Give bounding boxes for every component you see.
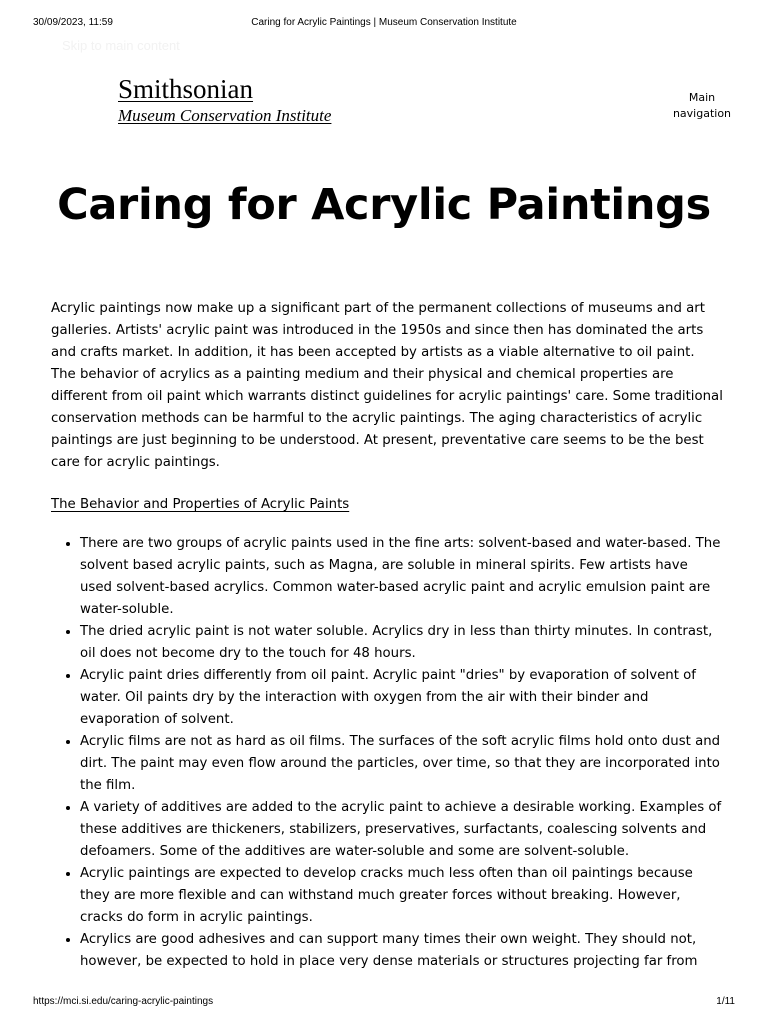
list-item: • Acrylic paint dries differently from oil paint. Acrylic paint "dries" by evaporation of solvent of water. Oil paints dry by the interaction with oxygen from the air with their binder and evaporation of solvent. [80, 665, 723, 731]
intro-paragraph: Acrylic paintings now make up a significant part of the permanent collections of museums and art galleries. Artists' acrylic paint was introduced in the 1950s and since then has dominated the arts and crafts market. In addition, it has been accepted by artists as a viable alternative to oil paint. The behavior of acrylics as a painting medium and their physical and chemical properties are different from oil paint which warrants distinct guidelines for acrylic paintings' care. Some traditional conservation methods can be harmful to the acrylic paintings. The aging characteristics of acrylic paintings are just beginning to be understood. At present, preventative care seems to be the best care for acrylic paintings. [51, 301, 723, 470]
list-item: • Acrylics are good adhesives and can support many times their own weight. They should not, however, be expected to hold in place very dense materials or structures projecting far from [80, 929, 723, 973]
properties-list [51, 533, 723, 973]
list-item: • Acrylic paintings are expected to develop cracks much less often than oil paintings because they are more flexible and can withstand much greater forces without breaking. However, cracks do form in acrylic paintings. [80, 863, 723, 929]
site-subtitle-link[interactable]: Museum Conservation Institute [118, 106, 332, 125]
main-navigation-label[interactable]: Main navigation [672, 91, 732, 120]
site-name-link[interactable]: Smithsonian [118, 74, 254, 104]
print-footer [33, 995, 735, 1009]
print-url: https://mci.si.edu/caring-acrylic-paintings [33, 996, 214, 1007]
skip-to-content-link[interactable]: Skip to main content [62, 38, 180, 53]
print-page-title: Caring for Acrylic Paintings | Museum Conservation Institute [251, 17, 517, 28]
print-header [33, 16, 735, 30]
list-item: • Acrylic films are not as hard as oil films. The surfaces of the soft acrylic films hold onto dust and dirt. The paint may even flow around the particles, over time, so that they are incorporated into the film. [80, 731, 723, 797]
site-branding [118, 72, 331, 126]
print-datetime: 30/09/2023, 11:59 [33, 17, 113, 28]
list-item: • There are two groups of acrylic paints used in the fine arts: solvent-based and water-based. The solvent based acrylic paints, such as Magna, are soluble in mineral spirits. Few artists have used solvent-based acrylics. Common water-based acrylic paint and acrylic emulsion paint are water-soluble. [80, 533, 723, 621]
list-item: • A variety of additives are added to the acrylic paint to achieve a desirable working. Examples of these additives are thickeners, stabilizers, preservatives, surfactants, coalescing solvents and defoamers. Some of the additives are water-soluble and some are solvent-soluble. [80, 797, 723, 863]
article-body [51, 298, 723, 973]
section-heading: The Behavior and Properties of Acrylic Paints [51, 497, 350, 512]
list-item: • The dried acrylic paint is not water soluble. Acrylics dry in less than thirty minutes. In contrast, oil does not become dry to the touch for 48 hours. [80, 621, 723, 665]
page-title: Caring for Acrylic Paintings [57, 180, 711, 230]
print-page-number: 1/11 [716, 996, 735, 1007]
